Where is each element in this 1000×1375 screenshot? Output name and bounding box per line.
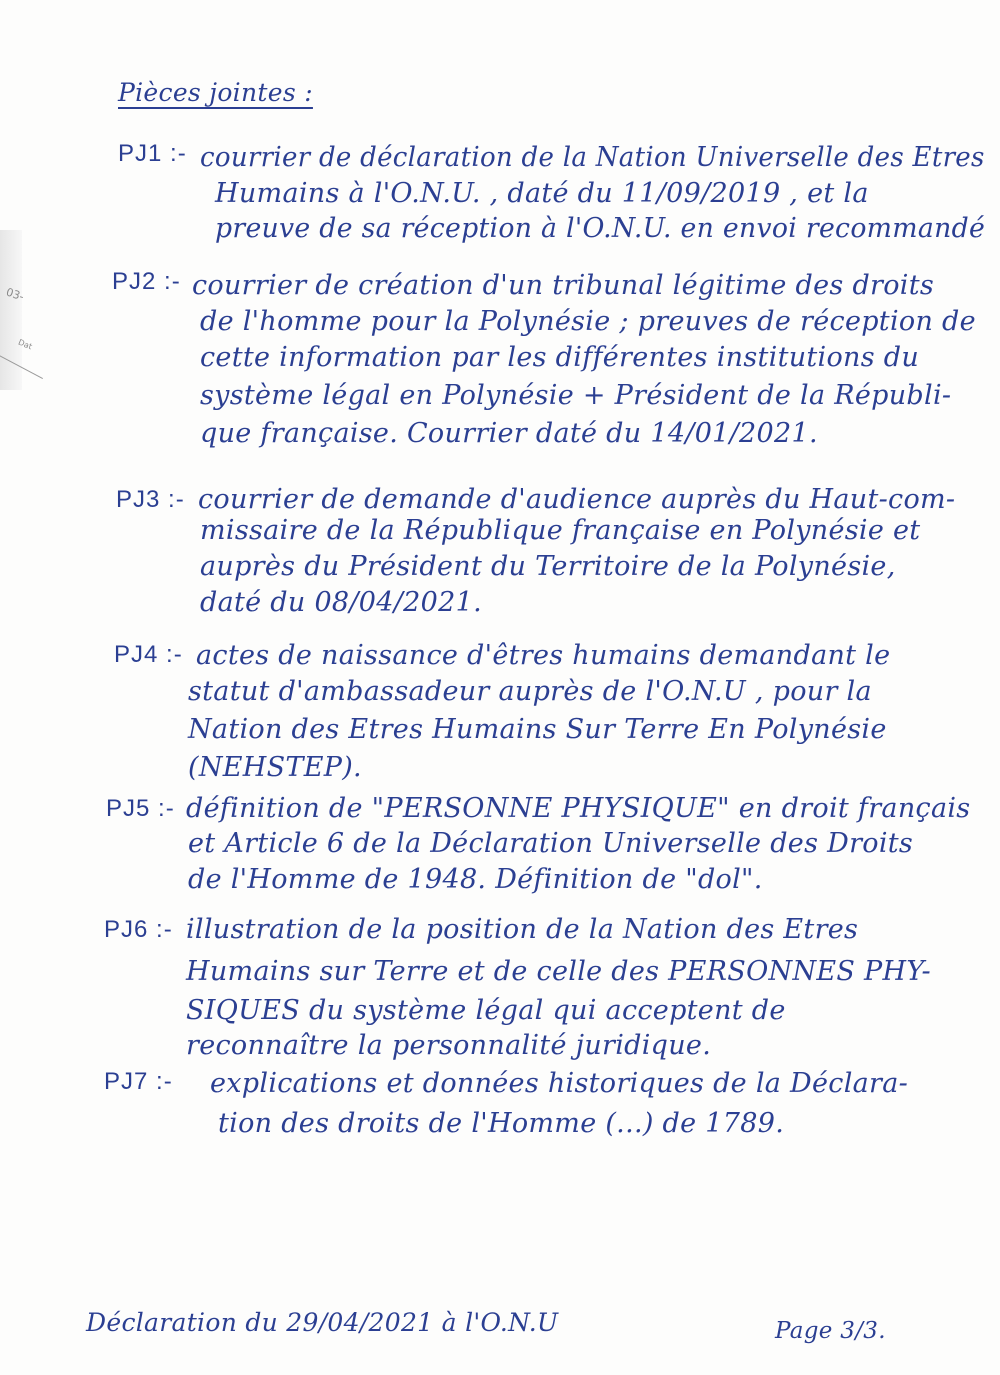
attachment-text-line: daté du 08/04/2021.	[200, 587, 482, 618]
attachment-text-line: Humains à l'O.N.U. , daté du 11/09/2019 , et la	[215, 178, 869, 209]
attachment-text-line: missaire de la République française en Polynésie et	[200, 515, 921, 546]
attachment-label: PJ2 :-	[112, 268, 181, 295]
attachment-text-line: preuve de sa réception à l'O.N.U. en envoi recommandé	[215, 213, 986, 244]
attachment-text-line: illustration de la position de la Nation des Etres	[186, 914, 859, 945]
attachment-label: PJ4 :-	[114, 641, 183, 668]
attachment-text-line: cette information par les différentes institutions du	[200, 342, 920, 373]
attachment-text-line: auprès du Président du Territoire de la Polynésie,	[200, 551, 896, 582]
attachment-text-line: système légal en Polynésie + Président de la Républi-	[200, 380, 952, 411]
attachment-text-line: courrier de création d'un tribunal légitime des droits	[192, 270, 935, 301]
attachment-text-line: de l'homme pour la Polynésie ; preuves de réception de	[200, 306, 976, 337]
stamp-fragment: Dat	[16, 337, 34, 352]
attachment-text-line: courrier de demande d'audience auprès du Haut-com-	[198, 484, 956, 515]
page-title: Pièces jointes :	[118, 78, 313, 107]
attachment-label: PJ1 :-	[118, 140, 187, 167]
attachment-text-line: SIQUES du système légal qui acceptent de	[186, 995, 786, 1026]
attachment-label: PJ5 :-	[106, 795, 175, 822]
attachment-text-line: tion des droits de l'Homme (...) de 1789.	[218, 1108, 785, 1139]
attachment-text-line: statut d'ambassadeur auprès de l'O.N.U , pour la	[188, 676, 872, 707]
attachment-text-line: de l'Homme de 1948. Définition de "dol".	[188, 864, 763, 895]
attachment-text-line: actes de naissance d'êtres humains demandant le	[196, 640, 891, 671]
attachment-text-line: que française. Courrier daté du 14/01/2021.	[200, 418, 818, 449]
attachment-text-line: définition de "PERSONNE PHYSIQUE" en droit français	[186, 793, 971, 824]
attachment-text-line: reconnaître la personnalité juridique.	[186, 1030, 712, 1061]
attachment-text-line: et Article 6 de la Déclaration Universelle des Droits	[188, 828, 914, 859]
attachment-label: PJ3 :-	[116, 486, 185, 513]
attachment-label: PJ6 :-	[104, 916, 173, 943]
attachment-text-line: courrier de déclaration de la Nation Universelle des Etres	[200, 142, 985, 173]
footer-declaration-date: Déclaration du 29/04/2021 à l'O.N.U	[86, 1308, 559, 1337]
attachment-text-line: explications et données historiques de la Déclara-	[210, 1068, 909, 1099]
attachment-text-line: Nation des Etres Humains Sur Terre En Polynésie	[188, 714, 887, 745]
page-number: Page 3/3.	[775, 1318, 886, 1344]
stamp-fragment: 03-	[4, 285, 26, 304]
attachment-text-line: Humains sur Terre et de celle des PERSONNES PHY-	[186, 956, 931, 987]
attachment-label: PJ7 :-	[104, 1068, 173, 1095]
attachment-text-line: (NEHSTEP).	[188, 752, 362, 783]
